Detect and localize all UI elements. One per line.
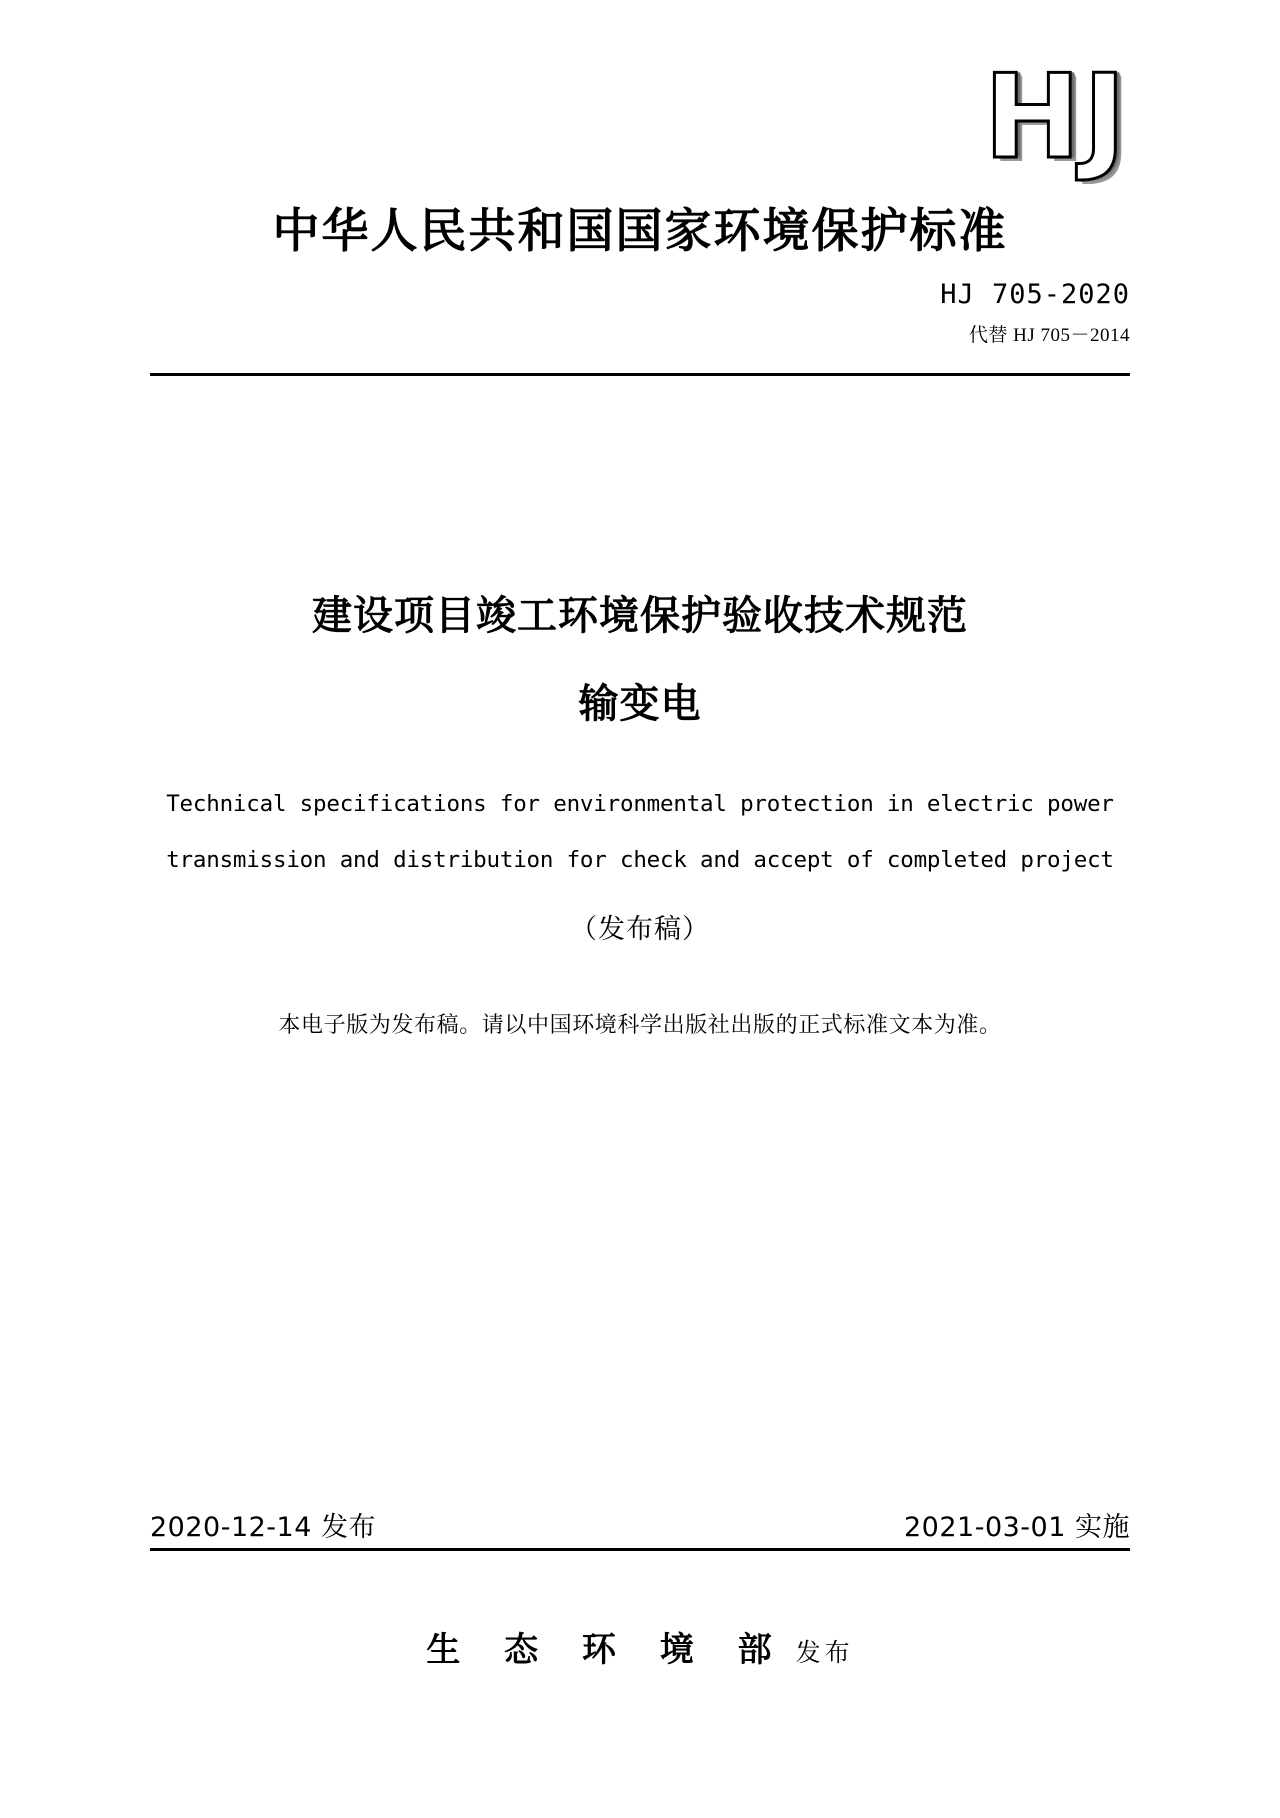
issuer-verb: 发布: [795, 1638, 854, 1667]
draft-status: （发布稿）: [570, 913, 710, 945]
document-title-en-line2: transmission and distribution for check and accept of completed project: [166, 847, 1114, 874]
document-title-en: [150, 776, 1130, 889]
dates-row: [150, 1505, 1130, 1544]
issuer-row: [0, 1622, 1280, 1671]
header-divider: [150, 373, 1130, 376]
standard-code: HJ 705-2020: [940, 279, 1130, 310]
issue-date: 2020-12-14 发布: [150, 1512, 376, 1543]
document-title-block: [150, 586, 1130, 1039]
document-title-cn-line2: 输变电: [578, 681, 702, 727]
footer-divider: [150, 1548, 1130, 1551]
masthead: [150, 0, 1130, 376]
document-title-en-line1: Technical specifications for environmental protection in electric power: [166, 791, 1114, 817]
hj-logo: HJ: [983, 50, 1128, 185]
issuer-name: 生 态 环 境 部: [426, 1630, 788, 1670]
effective-date: 2021-03-01 实施: [904, 1512, 1130, 1543]
standard-series-title: 中华人民共和国国家环境保护标准: [272, 204, 1008, 259]
document-title-cn-line1: 建设项目竣工环境保护验收技术规范: [312, 593, 968, 639]
replaces-note: 代替 HJ 705－2014: [968, 325, 1130, 346]
electronic-version-note: 本电子版为发布稿。请以中国环境科学出版社出版的正式标准文本为准。: [278, 1011, 1002, 1037]
